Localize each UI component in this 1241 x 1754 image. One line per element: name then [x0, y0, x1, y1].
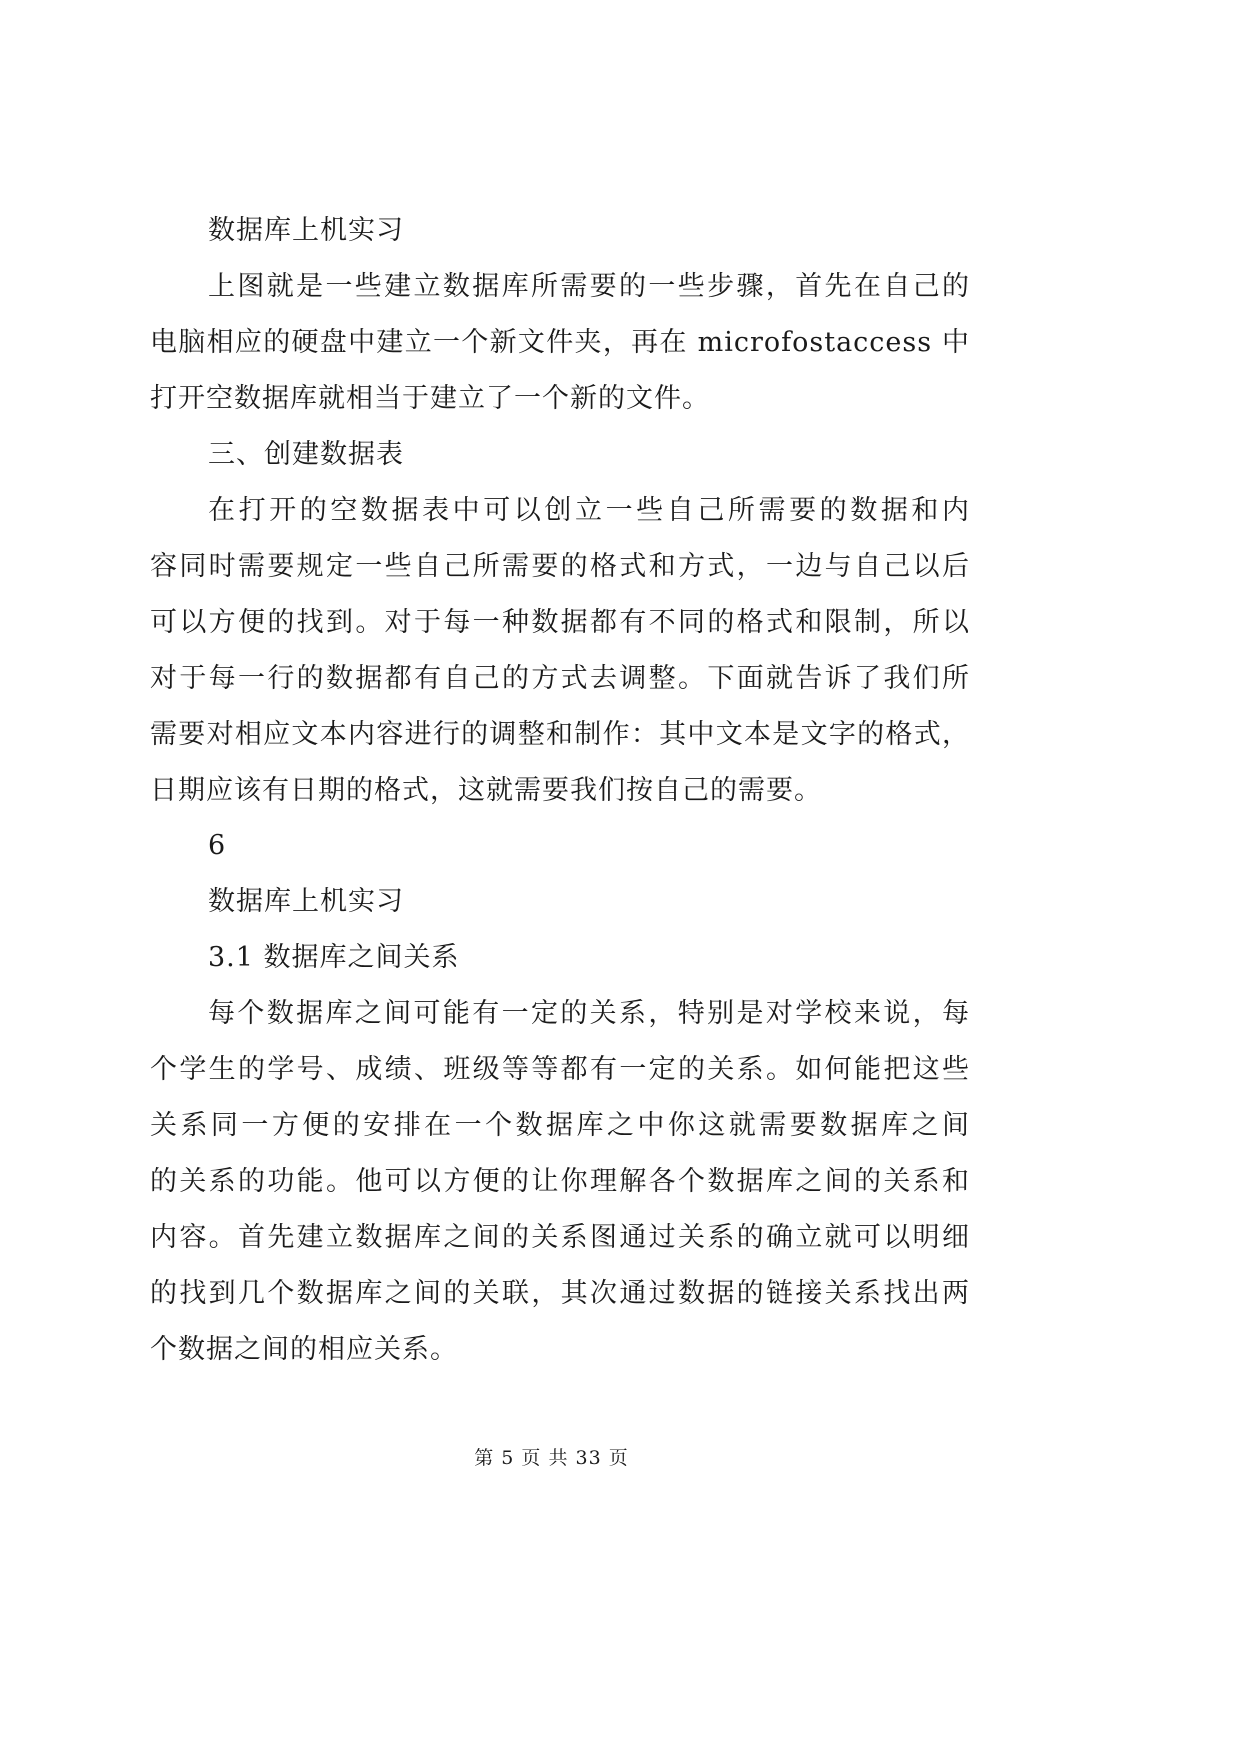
paragraph-2-line-6: 日期应该有日期的格式，这就需要我们按自己的需要。 — [150, 775, 822, 806]
paragraph-3-line-1: 每个数据库之间可能有一定的关系，特别是对学校来说，每 — [208, 998, 970, 1029]
paragraph-3-line-3: 关系同一方便的安排在一个数据库之中你这就需要数据库之间 — [150, 1110, 970, 1141]
paragraph-2-line-5: 需要对相应文本内容进行的调整和制作：其中文本是文字的格式， — [150, 719, 970, 750]
heading-data-practice-1: 数据库上机实习 — [208, 215, 404, 246]
page-marker: 6 — [208, 830, 227, 861]
paragraph-3-line-4: 的关系的功能。他可以方便的让你理解各个数据库之间的关系和 — [150, 1166, 970, 1197]
section-3-title: 三、创建数据表 — [208, 439, 404, 470]
paragraph-3-line-7: 个数据之间的相应关系。 — [150, 1334, 458, 1365]
page-footer: 第 5 页 共 33 页 — [474, 1447, 629, 1469]
paragraph-2-line-3: 可以方便的找到。对于每一种数据都有不同的格式和限制，所以 — [150, 607, 970, 638]
paragraph-2-line-2: 容同时需要规定一些自己所需要的格式和方式，一边与自己以后 — [150, 551, 970, 582]
paragraph-3-line-2: 个学生的学号、成绩、班级等等都有一定的关系。如何能把这些 — [150, 1054, 970, 1085]
paragraph-1-line-1: 上图就是一些建立数据库所需要的一些步骤，首先在自己的 — [208, 271, 970, 302]
section-3-1-title: 3.1 数据库之间关系 — [208, 942, 460, 973]
paragraph-3-line-6: 的找到几个数据库之间的关联，其次通过数据的链接关系找出两 — [150, 1278, 970, 1309]
paragraph-2-line-1: 在打开的空数据表中可以创立一些自己所需要的数据和内 — [208, 495, 970, 526]
paragraph-1-line-3: 打开空数据库就相当于建立了一个新的文件。 — [150, 383, 710, 414]
heading-data-practice-2: 数据库上机实习 — [208, 886, 404, 917]
paragraph-3-line-5: 内容。首先建立数据库之间的关系图通过关系的确立就可以明细 — [150, 1222, 970, 1253]
paragraph-1-line-2: 电脑相应的硬盘中建立一个新文件夹，再在 microfostaccess 中 — [150, 327, 970, 358]
paragraph-2-line-4: 对于每一行的数据都有自己的方式去调整。下面就告诉了我们所 — [150, 663, 970, 694]
